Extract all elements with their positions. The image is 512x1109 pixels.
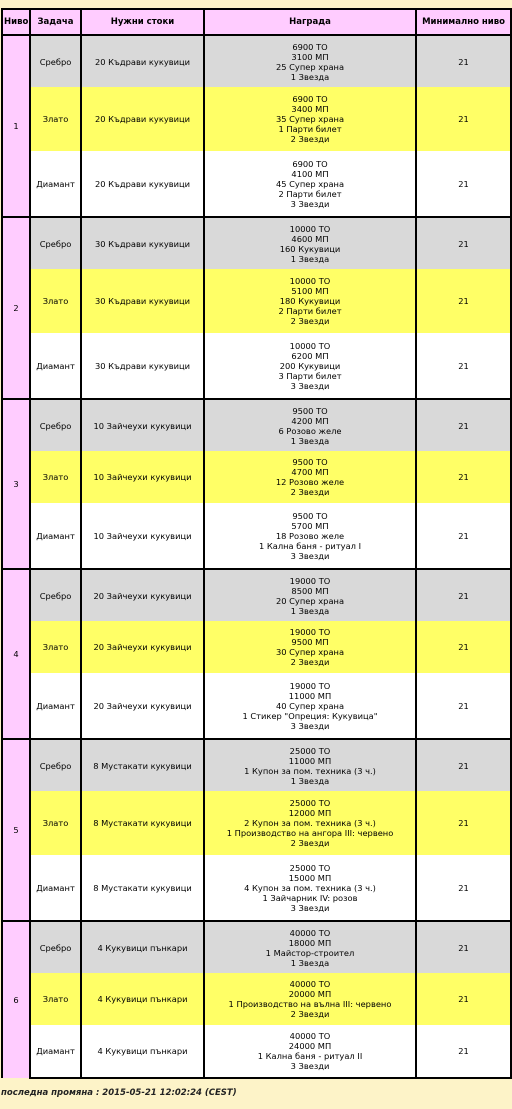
task-cell: Сребро — [30, 217, 81, 269]
reward-line: 1 Звезда — [290, 435, 330, 446]
header-task: Задача — [30, 9, 81, 35]
reward-line: 3 Звезди — [290, 720, 330, 731]
reward-line: 19000 ТО — [289, 627, 331, 637]
header-goods: Нужни стоки — [81, 9, 204, 35]
table-row — [2, 673, 511, 739]
reward-line: 19000 ТО — [289, 575, 331, 586]
goods-cell: 8 Мустакати кукувици — [81, 855, 204, 921]
reward-line: 6900 ТО — [292, 94, 328, 104]
header-min-level: Минимално ниво — [416, 9, 511, 35]
reward-cell — [204, 151, 416, 217]
reward-line: 6200 МП — [291, 350, 329, 361]
task-cell: Диамант — [30, 503, 81, 569]
reward-line: 25000 ТО — [289, 798, 331, 808]
task-cell: Злато — [30, 621, 81, 673]
reward-cell — [204, 569, 416, 621]
reward-cell — [204, 451, 416, 503]
reward-cell — [204, 503, 416, 569]
min-level-cell: 21 — [416, 217, 511, 269]
table-row — [2, 855, 511, 921]
table-row — [2, 151, 511, 217]
reward-line: 5100 МП — [291, 286, 329, 296]
reward-line: 2 Звезди — [290, 316, 330, 326]
reward-line: 1 Звезда — [290, 957, 330, 968]
min-level-cell: 21 — [416, 1025, 511, 1078]
table-row — [2, 1025, 511, 1078]
reward-line: 1 Звезда — [290, 71, 330, 82]
reward-cell — [204, 973, 416, 1025]
header-level: Ниво — [2, 9, 30, 35]
reward-line: 9500 ТО — [292, 405, 328, 416]
reward-cell — [204, 855, 416, 921]
table-row — [2, 973, 511, 1025]
goods-cell: 30 Къдрави кукувици — [81, 333, 204, 399]
reward-line: 20000 МП — [288, 989, 332, 999]
task-cell: Сребро — [30, 569, 81, 621]
reward-line: 3 Звезди — [290, 1061, 330, 1071]
task-cell: Сребро — [30, 399, 81, 451]
reward-line: 1 Зайчарник IV: розов — [262, 892, 358, 903]
reward-line: 40 Супер храна — [275, 700, 345, 711]
task-cell: Злато — [30, 451, 81, 503]
goods-cell: 20 Къдрави кукувици — [81, 35, 204, 87]
reward-cell — [204, 921, 416, 973]
reward-line: 11000 МП — [288, 690, 332, 701]
reward-line: 4600 МП — [291, 233, 329, 244]
reward-line: 25000 ТО — [289, 862, 331, 873]
min-level-cell: 21 — [416, 739, 511, 791]
reward-line: 1 Майстор-строител — [265, 947, 355, 958]
min-level-cell: 21 — [416, 791, 511, 855]
reward-line: 2 Звезди — [290, 487, 330, 497]
header-reward: Награда — [204, 9, 416, 35]
goods-cell: 20 Зайчеухи кукувици — [81, 569, 204, 621]
reward-line: 45 Супер храна — [275, 178, 345, 189]
reward-line: 19000 ТО — [289, 680, 331, 691]
table-row — [2, 399, 511, 451]
task-cell: Сребро — [30, 921, 81, 973]
reward-line: 1 Звезда — [290, 253, 330, 264]
reward-line: 1 Производство на ангора III: червено — [226, 828, 394, 838]
reward-line: 4100 МП — [291, 168, 329, 179]
reward-line: 18 Розово желе — [275, 530, 345, 541]
reward-line: 180 Кукувици — [279, 296, 341, 306]
reward-cell — [204, 87, 416, 151]
reward-line: 25 Супер храна — [275, 61, 345, 72]
goods-cell: 20 Къдрави кукувици — [81, 151, 204, 217]
reward-line: 2 Звезди — [290, 134, 330, 144]
min-level-cell: 21 — [416, 151, 511, 217]
reward-line: 10000 ТО — [289, 223, 331, 234]
header-row — [2, 9, 511, 35]
level-cell: 6 — [2, 921, 30, 1078]
reward-line: 3 Звезди — [290, 198, 330, 209]
reward-line: 1 Купон за пом. техника (3 ч.) — [244, 765, 376, 776]
reward-line: 1 Кална баня - ритуал II — [257, 1051, 363, 1061]
reward-line: 12000 МП — [288, 808, 332, 818]
goods-cell: 4 Кукувици пънкари — [81, 1025, 204, 1078]
reward-cell — [204, 217, 416, 269]
reward-cell — [204, 1025, 416, 1078]
reward-line: 3 Звезди — [290, 380, 330, 391]
goods-cell: 10 Зайчеухи кукувици — [81, 451, 204, 503]
reward-cell — [204, 35, 416, 87]
goods-cell: 20 Къдрави кукувици — [81, 87, 204, 151]
reward-line: 1 Звезда — [290, 605, 330, 616]
min-level-cell: 21 — [416, 87, 511, 151]
reward-line: 10000 ТО — [289, 276, 331, 286]
min-level-cell: 21 — [416, 921, 511, 973]
task-cell: Злато — [30, 791, 81, 855]
reward-line: 1 Звезда — [290, 775, 330, 786]
reward-line: 160 Кукувици — [279, 243, 341, 254]
goods-cell: 30 Къдрави кукувици — [81, 269, 204, 333]
reward-cell — [204, 673, 416, 739]
reward-line: 9500 ТО — [292, 510, 328, 521]
task-cell: Сребро — [30, 739, 81, 791]
table-row — [2, 451, 511, 503]
goods-cell: 20 Зайчеухи кукувици — [81, 673, 204, 739]
min-level-cell: 21 — [416, 451, 511, 503]
table-body — [2, 35, 511, 1078]
table-row — [2, 739, 511, 791]
reward-cell — [204, 333, 416, 399]
goods-cell: 4 Кукувици пънкари — [81, 921, 204, 973]
goods-cell: 10 Зайчеухи кукувици — [81, 399, 204, 451]
min-level-cell: 21 — [416, 621, 511, 673]
task-cell: Диамант — [30, 855, 81, 921]
reward-cell — [204, 791, 416, 855]
task-cell: Злато — [30, 87, 81, 151]
table-row — [2, 569, 511, 621]
reward-line: 3 Звезди — [290, 902, 330, 913]
table-row — [2, 921, 511, 973]
reward-line: 1 Парти билет — [278, 124, 342, 134]
reward-line: 11000 МП — [288, 755, 332, 766]
reward-line: 8500 МП — [291, 585, 329, 596]
reward-cell — [204, 739, 416, 791]
reward-line: 2 Парти билет — [278, 306, 342, 316]
min-level-cell: 21 — [416, 269, 511, 333]
reward-line: 4700 МП — [291, 467, 329, 477]
task-cell: Диамант — [30, 333, 81, 399]
task-cell: Диамант — [30, 151, 81, 217]
reward-line: 25000 ТО — [289, 745, 331, 756]
reward-line: 40000 ТО — [289, 979, 331, 989]
reward-line: 40000 ТО — [289, 1031, 331, 1041]
task-cell: Злато — [30, 973, 81, 1025]
reward-cell — [204, 269, 416, 333]
reward-line: 1 Стикер "Опреция: Кукувица" — [242, 710, 378, 721]
reward-line: 30 Супер храна — [275, 647, 345, 657]
table-row — [2, 269, 511, 333]
goods-cell: 8 Мустакати кукувици — [81, 739, 204, 791]
reward-line: 2 Звезди — [290, 1009, 330, 1019]
reward-line: 6900 ТО — [292, 41, 328, 52]
reward-line: 200 Кукувици — [279, 360, 341, 371]
last-modified: последна промяна : 2015-05-21 12:02:24 (CEST) — [1, 1088, 237, 1098]
min-level-cell: 21 — [416, 503, 511, 569]
level-cell: 3 — [2, 399, 30, 569]
table-row — [2, 217, 511, 269]
reward-line: 1 Кална баня - ритуал I — [258, 540, 362, 551]
min-level-cell: 21 — [416, 855, 511, 921]
min-level-cell: 21 — [416, 673, 511, 739]
min-level-cell: 21 — [416, 399, 511, 451]
table-row — [2, 791, 511, 855]
table-row — [2, 621, 511, 673]
goods-cell: 8 Мустакати кукувици — [81, 791, 204, 855]
table-row — [2, 333, 511, 399]
reward-line: 5700 МП — [291, 520, 329, 531]
task-cell: Диамант — [30, 673, 81, 739]
reward-line: 35 Супер храна — [275, 114, 345, 124]
reward-line: 9500 МП — [291, 637, 329, 647]
reward-line: 6 Розово желе — [278, 425, 342, 436]
table-row — [2, 503, 511, 569]
task-cell: Диамант — [30, 1025, 81, 1078]
reward-line: 1 Производство на вълна III: червено — [228, 999, 392, 1009]
reward-line: 12 Розово желе — [275, 477, 345, 487]
reward-line: 2 Парти билет — [278, 188, 342, 199]
reward-line: 24000 МП — [288, 1041, 332, 1051]
reward-cell — [204, 399, 416, 451]
reward-line: 3100 МП — [291, 51, 329, 62]
goods-cell: 20 Зайчеухи кукувици — [81, 621, 204, 673]
reward-line: 20 Супер храна — [275, 595, 345, 606]
min-level-cell: 21 — [416, 973, 511, 1025]
reward-line: 2 Звезди — [290, 657, 330, 667]
reward-line: 15000 МП — [288, 872, 332, 883]
reward-line: 2 Купон за пом. техника (3 ч.) — [244, 818, 376, 828]
level-cell: 4 — [2, 569, 30, 739]
reward-cell — [204, 621, 416, 673]
task-cell: Злато — [30, 269, 81, 333]
goods-cell: 10 Зайчеухи кукувици — [81, 503, 204, 569]
reward-line: 3400 МП — [291, 104, 329, 114]
reward-line: 4 Купон за пом. техника (3 ч.) — [244, 882, 376, 893]
level-cell: 5 — [2, 739, 30, 921]
table-row — [2, 87, 511, 151]
reward-line: 4200 МП — [291, 415, 329, 426]
min-level-cell: 21 — [416, 333, 511, 399]
table-row — [2, 35, 511, 87]
min-level-cell: 21 — [416, 35, 511, 87]
reward-line: 10000 ТО — [289, 340, 331, 351]
reward-line: 9500 ТО — [292, 457, 328, 467]
reward-line: 6900 ТО — [292, 158, 328, 169]
reward-line: 18000 МП — [288, 937, 332, 948]
rewards-table — [1, 8, 512, 1079]
level-cell: 1 — [2, 35, 30, 217]
min-level-cell: 21 — [416, 569, 511, 621]
goods-cell: 4 Кукувици пънкари — [81, 973, 204, 1025]
reward-line: 3 Парти билет — [278, 370, 342, 381]
level-cell: 2 — [2, 217, 30, 399]
task-cell: Сребро — [30, 35, 81, 87]
reward-line: 2 Звезди — [290, 838, 330, 848]
reward-line: 40000 ТО — [289, 927, 331, 938]
goods-cell: 30 Къдрави кукувици — [81, 217, 204, 269]
reward-line: 3 Звезди — [290, 550, 330, 561]
